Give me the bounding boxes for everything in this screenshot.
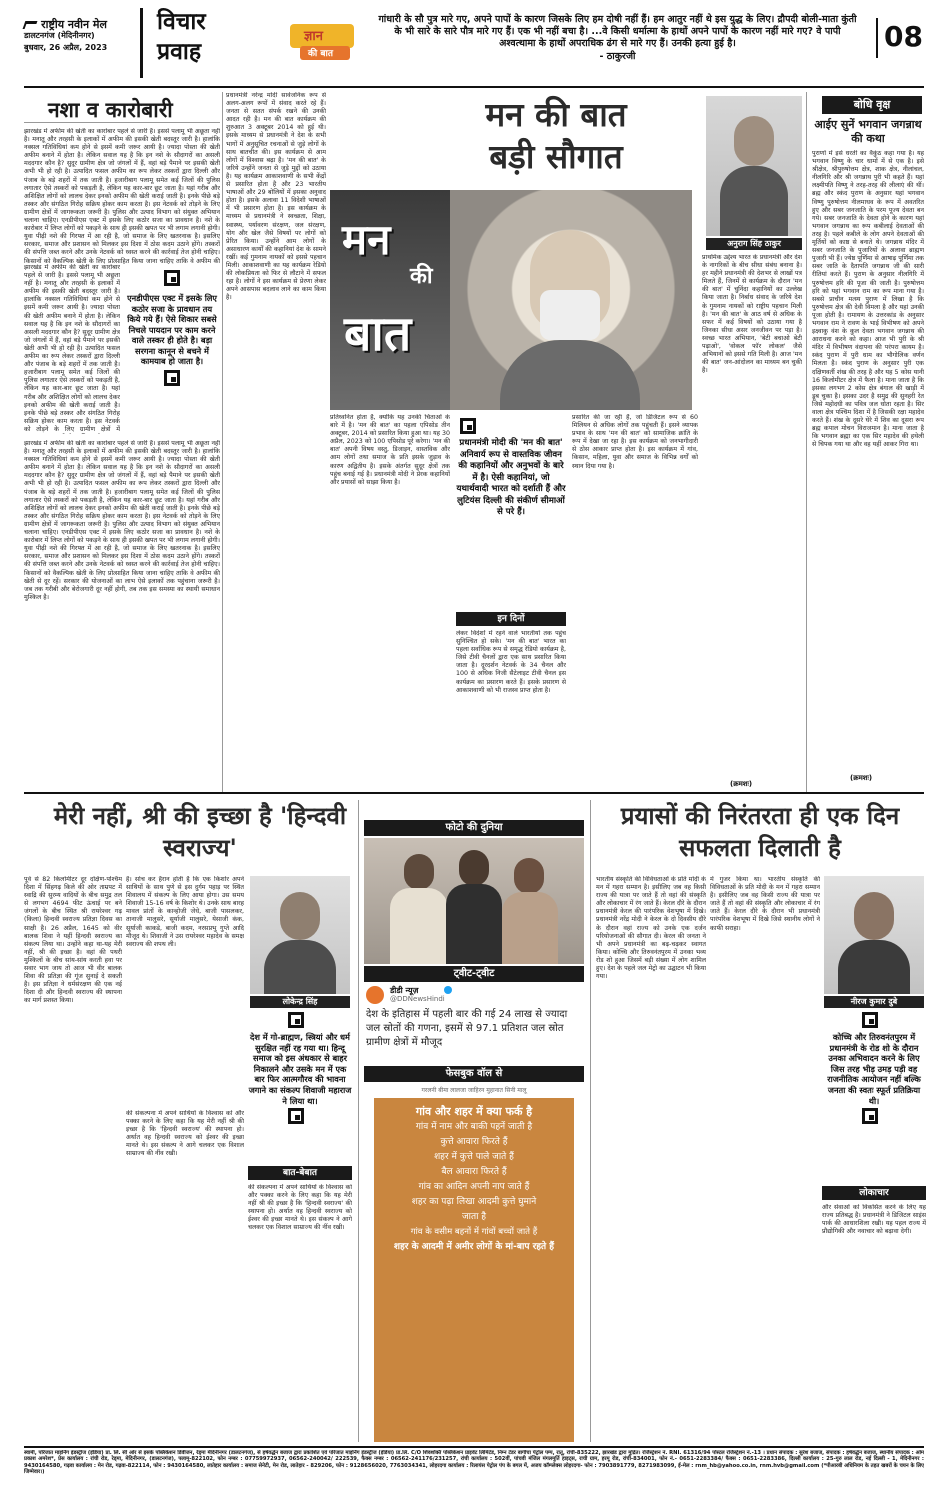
neeraj-photo — [824, 876, 924, 994]
lower-left-body: पूर्व से 82 किलोमीटर दूर दक्षिण-पश्चिम दिशा में सिंहगढ़ किले की ओर ताम्रपट में स्वाद्रि की सुरम्य वादियों के बीच समुद्र तल से लगभग 4694 फीट ऊंचाई पर बने जंगलों के बीच स्थित श्री रायरेश्वर गढ़ (किला) हिन्दवी स्वराज्य प्रतिज्ञा दिवस का साक्षी है। 26 अप्रैल, 1645 को वीर बालक शिवा ने यहीं हिन्दवी स्वराज्य का संकल्प लिया था। उन्होंने कहा था-यह मेरी नहीं, श्री की इच्छा है। वहां की पथरी मुश्किलों के बीच सांय-सांय करती हवा पर सवार भाग जाय तो आज भी वीर बालक शिवा की प्रतिज्ञा की गूंज सुनाई दे सकती है। इस प्रतिज्ञा ने धर्मसंरक्षण की एक नई दिशा दी और हिन्दवी स्वराज्य की स्थापना का मार्ग प्रशस्त किया। — [24, 876, 122, 1005]
edition: डालटनगंज (मेदिनीनगर) — [24, 31, 95, 40]
paper-name: राष्ट्रीय नवीन मेल — [41, 18, 107, 31]
logo-mann: मन — [342, 215, 391, 264]
page-number: 08 — [884, 20, 923, 53]
tweet-band: ट्वीट-ट्वीट — [364, 966, 584, 982]
bodh-closing: (क्रमशः) — [850, 774, 873, 782]
lokachar-band: लोकाचार — [822, 1186, 926, 1200]
masthead-quote — [375, 14, 860, 63]
lower-left-pullquote: देश में गो-ब्राह्मण, स्त्रियां और धर्म सुरक्षित नहीं रह गया था। हिन्दू समाज को इस अंधकार से बाहर निकालने और उसके मन में एक बार फिर आत्मगौरव की भावना जगाने का संकल्प शिवाजी महाराज ने लिया था। — [248, 1032, 352, 1106]
verified-icon — [444, 986, 452, 994]
pullquote-mark-icon — [164, 370, 180, 386]
issue-date: बुधवार, 26 अप्रैल, 2023 — [24, 43, 108, 52]
feature-band: इन दिनों — [456, 612, 566, 626]
photo-world-band: फोटो की दुनिया — [364, 820, 584, 836]
tweet-handle-name: डीडी न्यूज़ — [390, 986, 419, 995]
pullquote-mark-icon — [460, 418, 476, 434]
page-number-divider — [876, 18, 878, 58]
facebook-note: गरलनी बीमा लालजा जाहिरन मुहानात सिनी मालू — [421, 1087, 527, 1094]
poem-line: शहर का पढ़ा लिखा आदमी कुत्ते घुमाने — [411, 1197, 537, 1207]
lower-right-pullquote: कोच्चि और तिरुवनंतपुरम में प्रधानमंत्री के रोड शो के दौरान उनका अभिवादन करने के लिए जिस तरह भीड़ उमड़ पड़ी वह राजनीतिक आयोजन नहीं बल्कि जनता की स्वतः स्फूर्त प्रतिक्रिया थी। — [827, 1032, 921, 1106]
feature-title — [446, 94, 666, 178]
bird-icon — [23, 21, 38, 29]
quote-text: गांधारी के सौ पुत्र मारे गए, अपने पापों के कारण जिसके लिए हम दोषी नहीं हैं। हम आतुर नहीं थे इस युद्ध के लिए। द्रौपदी बोली-माता कुंती के भी सारे के सारे पौत्र मारे गए हैं। एक भी नहीं बचा है। ...वे किसी धर्मात्मा के हाथों अपने पापों के कारण नहीं मारे गए? वे पापी अश्वत्थामा के हाथों अपराधिक ढंग से मारे गए हैं। उनकी हत्या हुई है। — [378, 14, 857, 49]
col-divider — [806, 92, 807, 792]
feature-body-d: प्राथमिक उद्देश्य भारत के प्रधानमंत्री और देश के नागरिकों के बीच सीधा संबंध बनाना है। हर महीने प्रधानमंत्री की देशभर से लाखों पत्र मिलते हैं, जिनमें से कार्यक्रम के दौरान 'मन की बात' में चुनिंदा कहानियों का उल्लेख किया जाता है। निर्बाध संवाद के जरिये देश के गुमनाम नायकों को राष्ट्रीय पहचान मिली है। 'मन की बात' के आठ वर्ष से अधिक के सफर में कई विषयों को उठाया गया है जिनका सीधा असर जनजीवन पर पड़ा है। स्वच्छ भारत अभियान, 'बेटी बचाओ बेटी पढ़ाओ', 'वोकल फॉर लोकल' जैसे अभियानों को इससे गति मिली है। आज 'मन की बात' जन-आंदोलन का माध्यम बन चुकी है। — [702, 254, 802, 375]
col-divider — [358, 800, 359, 1442]
lower-left-pullquote-box — [248, 1012, 352, 1162]
gyan-label: ज्ञान — [304, 29, 323, 44]
footer-rule — [24, 1446, 924, 1448]
facebook-band: फेसबुक वॉल से — [364, 1066, 584, 1082]
poem-line: गांव के वसीम बहनों में गांवों बच्चों जाते हैं — [410, 1227, 538, 1237]
lower-right-body3: और सेवाओं को विकसित करने के लिए यह राज्य प्रतिबद्ध है। प्रधानमंत्री ने डिजिटल साइंस पार्क की आधारशिला रखी। यह पहल राज्य में प्रौद्योगिकी और नवाचार को बढ़ावा देगी। — [822, 1204, 926, 1236]
poem-line: शहर के आदमी में अमीर लोगों के मां-बाप रहते हैं — [393, 1242, 555, 1252]
neeraj-caption: नीरज कुमार दुबे — [824, 996, 924, 1008]
feature-body-b: लेकर विदेशों में रहने वाले भारतीयों तक पहुंच सुनिश्चित हो सके। 'मन की बात' भारत का पहला सर्वाधिक रूप से समृद्ध रेडियो कार्यक्रम है, जिसे टीवी चैनलों द्वारा एक साथ प्रसारित किया जाता है। दूरदर्शन नेटवर्क के 34 चैनल और 100 से अधिक निजी सैटेलाइट टीवी चैनल इस कार्यक्रम का प्रसारण करते हैं। इसके प्रसारण से आकाशवाणी को भी राजस्व प्राप्त होता है। — [456, 630, 566, 694]
feature-title-line2: बड़ी सौगात — [489, 137, 623, 176]
footer-imprint: स्वामी, परिजात माइनिंग इंडस्ट्रीज (इंडिया) प्रा. लि. सी ओर से इसके पब्लिकेशन डिवीजन, रेड्मा मेदिनीनगर (डालटनगंज), से हर्षवर्द्धन बजाज द्वारा प्रकाशित एवं परिजात माइनिंग इंडस्ट्रीज (इंडिया) प्रा.लि. C/O शिवशक्ति पब्लिकेशन प्राइवेट लिमिटेड, निम्न टेंडर बागीचा पेट्रोल पम्प, रातू, रांची-835222, झारखंड द्वारा मुद्रित। रजिस्ट्रेशन नं. RNI. 61316/94 पोस्टल रजिस्ट्रेशन नं.-13 । प्रधान संपादक : सुरेश बजाज, संपादक : हर्षवर्द्धन बजाज, स्थानीय संपादक : ओम प्रकाश अमरेश*, प्रेस कार्यालय : रांची रोड, रेड्मा, मेदिनीनगर, (डालटनगंज), पलामू-822102, फोन नम्बर : 07759972937, 06562-240042/ 222539, फैक्स नम्बर : 06562-241176/231257, रांची कार्यालय : 502वीं, पांचवी मंजिल मंगलमूर्ति हाइट्स, राची ग्राम, हरमू रोड, रांची-834001, फोन नं.- 0651-2283384/ फैक्स : 0651-2283386, दिल्ली कार्यालय : 25-गुरु लाल रोड, नई दिल्ली - 1, मेदिनीनगर : 9430164580, गढ़वा कार्यालय : मेन रोड, गढ़वा-822114, फोन : 9430164580, लातेहार कार्यालय : समाज सेनेटी, मेन रोड, लातेहार - 829206, फोन : 9128656020, 7763034341, लोहरदगा कार्यालय : रिलायंस पेट्रोल पंप के बगल में, अजय कॉम्प्लेक्स लोहरदगा- फोन : 7903891779, 8271983099, ई-मेल : rnm_hb@yahoo.co.in, rnm.hvb@gmail.com (*पीआरबी अधिनियम के तहत खबरों के चयन के लिए जिम्मेवार।) — [24, 1450, 924, 1476]
bodh-body: पुराणों में इसे धरती का वैकुंठ कहा गया है। यह भगवान विष्णु के चार धामों में से एक है। इसे श्रीक्षेत्र, श्रीपुरुषोत्तम क्षेत्र, शाक क्षेत्र, नीलांचल, नीलगिरि और श्री जगन्नाथ पुरी भी कहते हैं। यहां लक्ष्मीपति विष्णु ने तरह-तरह की लीलाएं की थीं। ब्रह्म और स्कंद पुराण के अनुसार यहां भगवान विष्णु पुरुषोत्तम नीलमाधव के रूप में अवतरित हुए और सबर जनजाति के परम पूज्य देवता बन गये। सबर जनजाति के देवता होने के कारण यहां भगवान जगन्नाथ का रूप कबीलाई देवताओं की तरह है। पहले कबीले के लोग अपने देवताओं की मूर्तियों को काष्ठ से बनाते थे। जगन्नाथ मंदिर में सबर जनजाति के पुजारियों के अलावा ब्राह्मण पुजारी भी हैं। ज्येष्ठ पूर्णिमा से आषाढ़ पूर्णिमा तक सबर जाति के दैतापति जगन्नाथ जी की सारी रीतियां करते हैं। पुराण के अनुसार नीलगिरि में पुरुषोत्तम हरि की पूजा की जाती है। पुरुषोत्तम हरि को यहां भगवान राम का रूप माना गया है। सबसे प्राचीन मत्स्य पुराण में लिखा है कि पुरुषोत्तम क्षेत्र की देवी विमला है और यहां उनकी पूजा होती है। रामायण के उत्तरकांड के अनुसार भगवान राम ने रावण के भाई विभीषण को अपने इक्ष्वाकु वंश के कुल देवता भगवान जगन्नाथ की आराधना करने को कहा। आज भी पुरी के श्री मंदिर में विभीषण वंदापना की परंपरा कायम है। स्कंद पुराण में पुरी धाम का भौगोलिक वर्णन मिलता है। स्कंद पुराण के अनुसार पुरी एक दक्षिणवर्ती शंख की तरह है और यह 5 कोस यानी 16 किलोमीटर क्षेत्र में फैला है। माना जाता है कि इसका लगभग 2 कोस क्षेत्र बंगाल की खाड़ी में डूब चुका है। इसका उदर है समुद्र की सुनहरी रेत जिसे महोदधी का पवित्र जल धोता रहता है। सिर वाला क्षेत्र पश्चिम दिशा में है जिसकी रक्षा महादेव करते हैं। शंख के दूसरे घेरे में शिव का दूसरा रूप ब्रह्म कपाल मोचन विराजमान है। माना जाता है कि भगवान ब्रह्मा का एक सिर महादेव की हथेली से चिपक गया था और वह यहीं आकर गिरा था। — [812, 150, 924, 449]
poem-line: गांव और शहर में क्या फर्क है — [415, 1105, 533, 1118]
pullquote-mark-icon — [288, 1012, 304, 1028]
section-rule — [24, 792, 924, 794]
author-caption: अनुराग सिंह ठाकुर — [706, 238, 802, 250]
lower-left-body2: है। सोच कर हैरान होती है कि एक किशोर अपने साथियों के साथ पुणे से इस दुर्गम पहाड़ पर स्थित शिवालय में संकल्प के लिए आया होगा। उस समय शिवाजी 15-16 वर्ष के किशोर थे। उनके साथ बारह मावल प्रांतों के कान्होजी जेधे, बाजी पासलकर, तानाजी मालुसरे, सूर्याजी मालुसरे, येसाजी कंक, सूर्याजी काकडे, बाजी कदम, नरसप्रभु गुप्ते आदि मौजूद थे। शिवाजी ने उस रायरेश्वर महादेव के समक्ष स्वराज्य की शपथ ली। — [126, 876, 244, 948]
poem-line: बैल आवारा फिरते हैं — [441, 1167, 507, 1177]
pullquote-mark-icon — [862, 1108, 878, 1124]
col1-headline-rule — [24, 122, 220, 123]
col2-body: प्रधानमंत्री नरेन्द्र मोदी सार्वजनिक रूप से अलग-अलग रूपों में संवाद करते रहे हैं। जनता से सतत संपर्क रखने की उनकी आदत रही है। मन की बात कार्यक्रम की शुरुआत 3 अक्टूबर 2014 को हुई थी। इसके माध्यम से प्रधानमंत्री ने देश के सभी भागों में अनुसूचित रचनाओं से जुड़े लोगों के साथ बातचीत की। इस कार्यक्रम से आम लोगों में विश्वास बढ़ा है। 'मन की बात' के जरिये उन्होंने जनता से जुड़े मुद्दों को उठाया है। यह कार्यक्रम आकाशवाणी के सभी केंद्रों से प्रसारित होता है और 23 भारतीय भाषाओं और 29 बोलियों में इसका अनुवाद होता है। इसके अलावा 11 विदेशी भाषाओं में भी प्रसारण होता है। इस कार्यक्रम के माध्यम से प्रधानमंत्री ने स्वच्छता, शिक्षा, स्वास्थ्य, पर्यावरण संरक्षण, जल संरक्षण, योग और खेल जैसे विषयों पर लोगों को प्रेरित किया। उन्होंने आम लोगों के असाधारण कार्यों की कहानियां देश के सामने रखीं। कई गुमनाम नायकों को इससे पहचान मिली। आकाशवाणी का यह कार्यक्रम रेडियो की लोकप्रियता को फिर से लौटाने में सफल रहा है। लोगों ने इस कार्यक्रम से प्रेरणा लेकर अपने आसपास बदलाव लाने का काम किया है। — [226, 92, 326, 302]
lokendra-caption: लोकेन्द्र सिंह — [250, 996, 350, 1008]
quote-author: - ठाकुरजी — [599, 51, 636, 62]
feature-body-c: प्रसारित की जा रही हैं, जो डिजिटल रूप से 60 मिलियन से अधिक लोगों तक पहुंचती हैं। इसने व्यापक प्रभाव के साथ 'मन की बात' को सामाजिक क्रांति के रूप में देखा जा रहा है। इस कार्यक्रम को जनभागीदारी से ठोस आकार प्राप्त होता है। इस कार्यक्रम में गांव, किसान, महिला, युवा और समाज के विभिन्न वर्गों को स्थान दिया गया है। — [572, 414, 698, 470]
bodh-title: आईए सुनें भगवान जगन्नाथ की कथा — [814, 118, 922, 145]
gyan-ki-baat-logo — [290, 24, 360, 64]
lower-left-body3b: की संकल्पना में अपने साथियों के विश्वास को और पक्का करने के लिए कहा कि यह मेरी नहीं श्री की इच्छा है कि 'हिन्दवी स्वराज्य' की स्थापना हो। अर्थात वह हिन्दवी स्वराज्य को ईश्वर की इच्छा मानते थे। इस संकल्प ने आगे चलकर एक विशाल साम्राज्य की नींव रखी। — [248, 1184, 352, 1232]
col1-pullquote-box — [124, 270, 220, 440]
lower-right-headline: प्रयासों की निरंतरता ही एक दिन सफलता दिलाती है — [620, 802, 900, 862]
col1-body-left: झारखंड में अफीम की खेती का कारोबार पहले से जारी है। इससे पलामू भी अछूता नहीं है। मनातू और तरहसी के इलाकों में अफीम की इसकी खेती बदस्तूर जारी है। हालांकि नक्सल गतिविधियां कम होने से इसमें कमी जरूर आयी है। ज्यादा पोस्ता की खेती अफीम बनाने में होता है। लेकिन सवाल यह है कि इन नशे के सौदागरों का असली मददगार कौन है? सुदूर ग्रामीण क्षेत्र जो जंगलों में हैं, वहां बड़े पैमाने पर इसकी खेती अभी भी हो रही है। उत्पादित फसल अफीम का रूप लेकर तस्करों द्वारा दिल्ली और पंजाब के बड़े शहरों में तक जाती है। हजारीबाग पलामू समेत कई जिलों की पुलिस लगातार ऐसे तस्करों को पकड़ती है, लेकिन यह कार-बार छूट जाता है। यहां गरीब और अशिक्षित लोगों को लालच देकर इनको अफीम की खेती कराई जाती है। इनके पीछे बड़े तस्कर और संगठित गिरोह सक्रिय होकर काम करता है। इस नेटवर्क को तोड़ने के लिए ग्रामीण क्षेत्रों में — [24, 264, 120, 433]
feature-pullquote-box — [456, 418, 566, 608]
facebook-poem-card — [374, 1098, 574, 1442]
registration-mark — [440, 1482, 480, 1488]
col1-headline: नशा व कारोबारी — [48, 98, 173, 122]
pullquote-mark-icon — [288, 1108, 304, 1124]
section-title-box — [140, 8, 226, 78]
col-divider — [222, 92, 223, 792]
author-photo — [706, 96, 802, 236]
feature-pullquote: प्रधानमंत्री मोदी की 'मन की बात' अनिवार्य रूप से वास्तविक जीवन की कहानियों और अनुभवों के बारे में है। ऐसी कहानियां, जो यथार्थवादी भारत को दर्शाती हैं और लुटियंस दिल्ली की संकीर्ण सीमाओं से परे हैं। — [456, 438, 566, 517]
feature-title-line1: मन की बात — [485, 95, 627, 134]
tweet-text: देश के इतिहास में पहली बार की गई 24 लाख से ज्यादा जल स्रोतों की गणना, इसमें से 97.1 प्रतिशत जल स्रोत ग्रामीण क्षेत्रों में मौजूद — [366, 1009, 568, 1048]
tweet-handle: @DDNewsHindi — [390, 995, 445, 1003]
ki-baat-label: की बात — [308, 49, 333, 59]
poem-line: शहर में कुत्ते पाले जाते हैं — [434, 1152, 514, 1162]
poem-line: कुत्ते आवारा फिरते हैं — [440, 1137, 508, 1147]
photo-world-image — [364, 838, 584, 964]
pullquote-mark-icon — [164, 270, 180, 286]
lokendra-photo — [250, 876, 350, 994]
masthead — [0, 0, 945, 88]
section-title-1: विचार — [157, 9, 206, 35]
tweet-avatar — [366, 986, 384, 1004]
poem-line: गांव का आदिन अपनी नाप जाते हैं — [418, 1182, 530, 1192]
col1-pullquote: एनडीपीएस एक्ट में इसके लिए कठोर सजा के प्रावधान तय किये गये हैं। ऐसे शिकार सबसे निचले पायदान पर काम करने वाले तस्कर ही होते है। बड़ा सरगना कानून से बचने में कामयाब हो जाता है। — [127, 293, 217, 366]
pm-portrait-image — [450, 190, 692, 410]
feature-closing: (क्रमशः) — [730, 780, 753, 788]
section-title-2: प्रवाह — [157, 39, 202, 65]
logo-ki: की — [410, 264, 433, 289]
col1-body-bottom: झारखंड में अफीम की खेती का कारोबार पहले से जारी है। इससे पलामू भी अछूता नहीं है। मनातू और तरहसी के इलाकों में अफीम की इसकी खेती बदस्तूर जारी है। हालांकि नक्सल गतिविधियां कम होने से इसमें कमी जरूर आयी है। ज्यादा पोस्ता की खेती अफीम बनाने में होता है। लेकिन सवाल यह है कि इन नशे के सौदागरों का असली मददगार कौन है? सुदूर ग्रामीण क्षेत्र जो जंगलों में हैं, वहां बड़े पैमाने पर इसकी खेती अभी भी हो रही है। उत्पादित फसल अफीम का रूप लेकर तस्करों द्वारा दिल्ली और पंजाब के बड़े शहरों में तक जाती है। हजारीबाग पलामू समेत कई जिलों की पुलिस लगातार ऐसे तस्करों को पकड़ती है, लेकिन यह कार-बार छूट जाता है। यहां गरीब और अशिक्षित लोगों को लालच देकर इनको अफीम की खेती कराई जाती है। इनके पीछे बड़े तस्कर और संगठित गिरोह सक्रिय होकर काम करता है। इस नेटवर्क को तोड़ने के लिए ग्रामीण क्षेत्रों में जागरूकता जरूरी है। पुलिस और उत्पाद विभाग को संयुक्त अभियान चलाना चाहिए। एनडीपीएस एक्ट में इसके लिए कठोर सजा का प्रावधान है। नशे के कारोबार में लिप्त लोगों को पकड़ने के साथ ही इसकी खपत पर भी लगाम लगानी होगी। युवा पीढ़ी नशे की गिरफ्त में आ रही है, जो समाज के लिए खतरनाक है। इसलिए सरकार, समाज और प्रशासन को मिलकर इस दिशा में ठोस कदम उठाने होंगे। तस्करों की संपत्ति जब्त करने और उनके नेटवर्क को ध्वस्त करने की कार्रवाई तेज होनी चाहिए। किसानों को वैकल्पिक खेती के लिए प्रोत्साहित किया जाना चाहिए ताकि वे अफीम की खेती से दूर रहें। सरकार की योजनाओं का लाभ ऐसे इलाकों तक पहुंचाना जरूरी है। जब तक गरीबी और बेरोजगारी दूर नहीं होगी, तब तक इस समस्या का स्थायी समाधान मुश्किल है। — [24, 440, 220, 601]
lower-left-body3: की संकल्पना में अपने साथियों के विश्वास को और पक्का करने के लिए कहा कि यह मेरी नहीं श्री की इच्छा है कि 'हिन्दवी स्वराज्य' की स्थापना हो। अर्थात वह हिन्दवी स्वराज्य को ईश्वर की इच्छा मानते थे। इस संकल्प ने आगे चलकर एक विशाल साम्राज्य की नींव रखी। — [126, 1110, 244, 1158]
mann-ki-baat-logo-image — [330, 190, 450, 410]
baat-bebaat-band: बात-बेबात — [248, 1166, 352, 1180]
bodh-label: बोधि वृक्ष — [822, 96, 922, 114]
lower-right-body2: में गुजर किया था। भारतीय संस्कृति की विविधताओं के प्रति मोदी के मन में गहरा सम्मान है। इसीलिए जब वह किसी राज्य की यात्रा पर जाते हैं तो वहां की संस्कृति और लोकाचार में रंग जाते हैं। केरल दौरे के दौरान भी प्रधानमंत्री पारंपरिक वेशभूषा में दिखे जिसे स्थानीय लोगों ने काफी सराहा। — [710, 876, 820, 932]
tweet-card — [364, 984, 584, 1064]
pullquote-mark-icon — [862, 1012, 878, 1028]
col1-body-top: झारखंड में अफीम की खेती का कारोबार पहले से जारी है। इससे पलामू भी अछूता नहीं है। मनातू और तरहसी के इलाकों में अफीम की इसकी खेती बदस्तूर जारी है। हालांकि नक्सल गतिविधियां कम होने से इसमें कमी जरूर आयी है। ज्यादा पोस्ता की खेती अफीम बनाने में होता है। लेकिन सवाल यह है कि इन नशे के सौदागरों का असली मददगार कौन है? सुदूर ग्रामीण क्षेत्र जो जंगलों में हैं, वहां बड़े पैमाने पर इसकी खेती अभी भी हो रही है। उत्पादित फसल अफीम का रूप लेकर तस्करों द्वारा दिल्ली और पंजाब के बड़े शहरों में तक जाती है। हजारीबाग पलामू समेत कई जिलों की पुलिस लगातार ऐसे तस्करों को पकड़ती है, लेकिन यह कार-बार छूट जाता है। यहां गरीब और अशिक्षित लोगों को लालच देकर इनको अफीम की खेती कराई जाती है। इनके पीछे बड़े तस्कर और संगठित गिरोह सक्रिय होकर काम करता है। इस नेटवर्क को तोड़ने के लिए ग्रामीण क्षेत्रों में जागरूकता जरूरी है। पुलिस और उत्पाद विभाग को संयुक्त अभियान चलाना चाहिए। एनडीपीएस एक्ट में इसके लिए कठोर सजा का प्रावधान है। नशे के कारोबार में लिप्त लोगों को पकड़ने के साथ ही इसकी खपत पर भी लगाम लगानी होगी। युवा पीढ़ी नशे की गिरफ्त में आ रही है, जो समाज के लिए खतरनाक है। इसलिए सरकार, समाज और प्रशासन को मिलकर इस दिशा में ठोस कदम उठाने होंगे। तस्करों की संपत्ति जब्त करने और उनके नेटवर्क को ध्वस्त करने की कार्रवाई तेज होनी चाहिए। किसानों को वैकल्पिक खेती के लिए प्रोत्साहित किया जाना चाहिए ताकि वे अफीम की — [24, 128, 220, 264]
lower-right-pullquote-box — [822, 1012, 926, 1182]
masthead-rule — [24, 86, 924, 88]
poem-line: गांव में नाम और बाकी पहनें जाती है — [415, 1122, 533, 1132]
lower-right-body: भारतीय संस्कृति की विविधताओं के प्रति मोदी के मन में गहरा सम्मान है। इसीलिए जब वह किसी राज्य की यात्रा पर जाते हैं तो वहां की संस्कृति और लोकाचार में रंग जाते हैं। केरल दौरे के दौरान प्रधानमंत्री केरल की पारंपरिक वेशभूषा में दिखे। प्रधानमंत्री नरेंद्र मोदी ने केरल के दो दिवसीय दौरे के दौरान वहां राज्य को उनके एक दर्जन परियोजनाओं की सौगात दी। केरल की जनता ने भी अपने प्रधानमंत्री का बढ़-चढ़कर स्वागत किया। कोच्चि और तिरुवनंतपुरम में उनका भव्य रोड शो हुआ जिसमें बड़ी संख्या में लोग शामिल हुए। देश के पहले जल मेट्रो का उद्घाटन भी किया गया। — [596, 876, 706, 981]
lower-left-headline: मेरी नहीं, श्री की इच्छा है 'हिन्दवी स्वराज्य' — [53, 802, 347, 862]
poem-line: जाता है — [461, 1212, 487, 1222]
col-divider — [590, 800, 591, 1442]
feature-body-a: प्रतिध्वनित होता है, क्योंकि यह उनकी चिंताओं के बारे में है। 'मन की बात' का पहला एपिसोड तीन अक्टूबर, 2014 को प्रसारित किया हुआ था। यह 30 अप्रैल, 2023 को 100 एपिसोड पूरे करेगा। 'मन की बात' अपनी विषय वस्तु, डिजाइन, वास्तविक और आम लोगों तथा समाज के प्रति इसके जुड़ाव के कारण अद्वितीय है। इसके अंतर्गत सुदूर क्षेत्रों तक पहुंच बनाई गई है। प्रधानमंत्री मोदी ने प्रेरक कहानियों और प्रयासों को साझा किया है। — [330, 414, 450, 486]
logo-baat: बात — [344, 306, 412, 362]
